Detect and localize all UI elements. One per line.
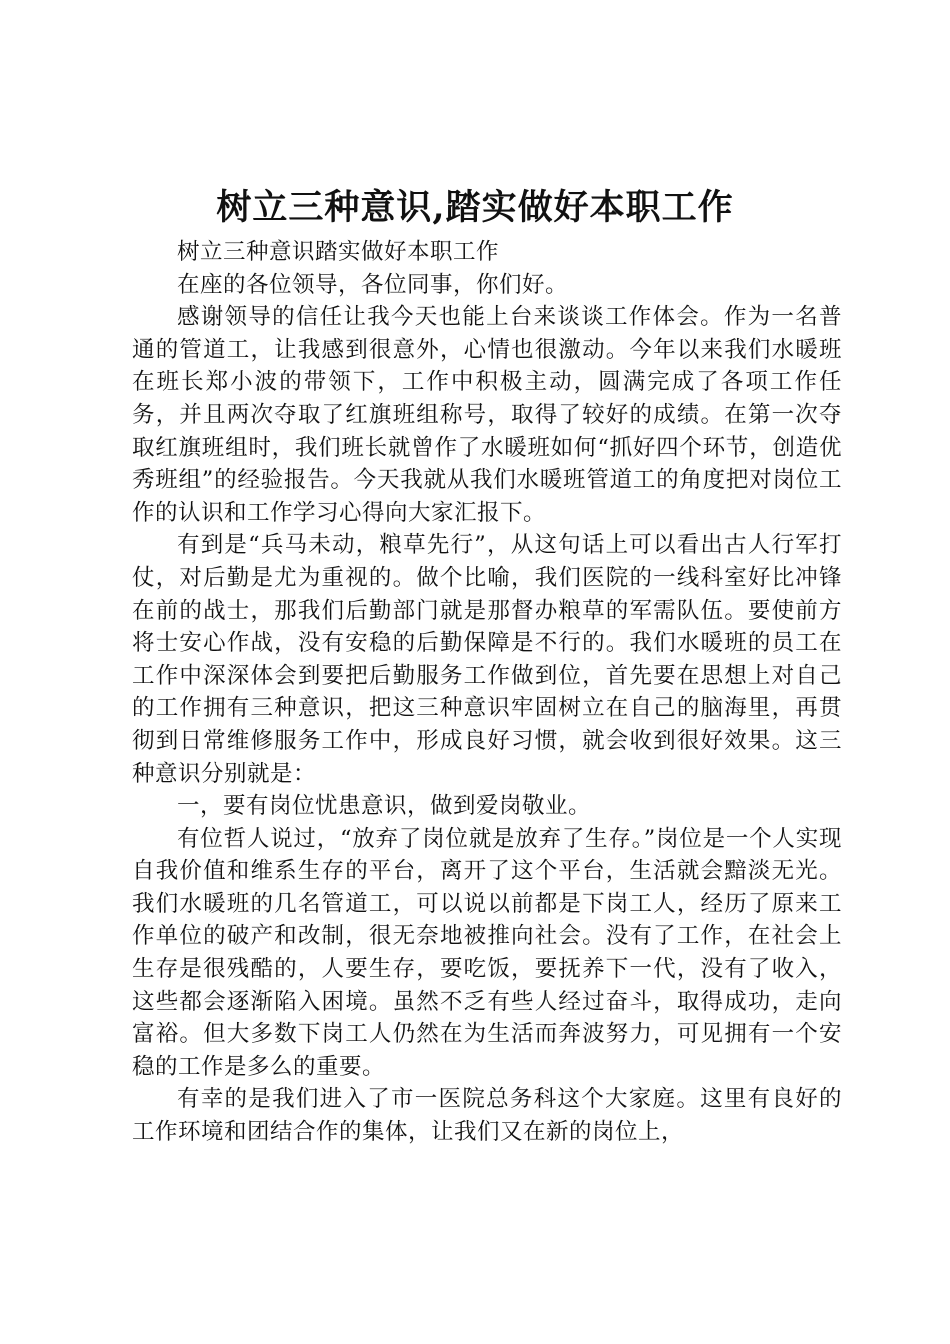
paragraph: 树立三种意识踏实做好本职工作 [177, 239, 500, 265]
paragraph: 有幸的是我们进入了市一医院总务科这个大家庭。这里有良好的工作环境和团结合作的集体，让我们又在新的岗位上， [132, 1086, 842, 1146]
document-body [132, 236, 842, 1149]
paragraph: 感谢领导的信任让我今天也能上台来谈谈工作体会。作为一名普通的管道工，让我感到很意外，心情也很激动。今年以来我们水暖班在班长郑小波的带领下，工作中积极主动，圆满完成了各项工作任务，并且两次夺取了红旗班组称号，取得了较好的成绩。在第一次夺取红旗班组时，我们班长就曾作了水暖班如何“抓好四个环节，创造优秀班组”的经验报告。今天我就从我们水暖班管道工的角度把对岗位工作的认识和工作学习心得向大家汇报下。 [132, 304, 842, 526]
section-heading: 一，要有岗位忧患意识，做到爱岗敬业。 [177, 793, 592, 820]
paragraph: 有位哲人说过，“放弃了岗位就是放弃了生存。”岗位是一个人实现自我价值和维系生存的平台，离开了这个平台，生活就会黯淡无光。我们水暖班的几名管道工，可以说以前都是下岗工人，经历了原来工作单位的破产和改制，很无奈地被推向社会。没有了工作，在社会上生存是很残酷的，人要生存，要吃饭，要抚养下一代，没有了收入，这些都会逐渐陷入困境。虽然不乏有些人经过奋斗，取得成功，走向富裕。但大多数下岗工人仍然在为生活而奔波努力，可见拥有一个安稳的工作是多么的重要。 [132, 825, 842, 1080]
paragraph: 有到是“兵马未动，粮草先行”，从这句话上可以看出古人行军打仗，对后勤是尤为重视的。做个比喻，我们医院的一线科室好比冲锋在前的战士，那我们后勤部门就是那督办粮草的军需队伍。要使前方将士安心作战，没有安稳的后勤保障是不行的。我们水暖班的员工在工作中深深体会到要把后勤服务工作做到位，首先要在思想上对自己的工作拥有三种意识，把这三种意识牢固树立在自己的脑海里，再贯彻到日常维修服务工作中，形成良好习惯，就会收到很好效果。这三种意识分别就是： [132, 532, 842, 787]
document-title: 树立三种意识,踏实做好本职工作 [216, 187, 734, 228]
paragraph: 在座的各位领导，各位同事，你们好。 [177, 271, 569, 298]
